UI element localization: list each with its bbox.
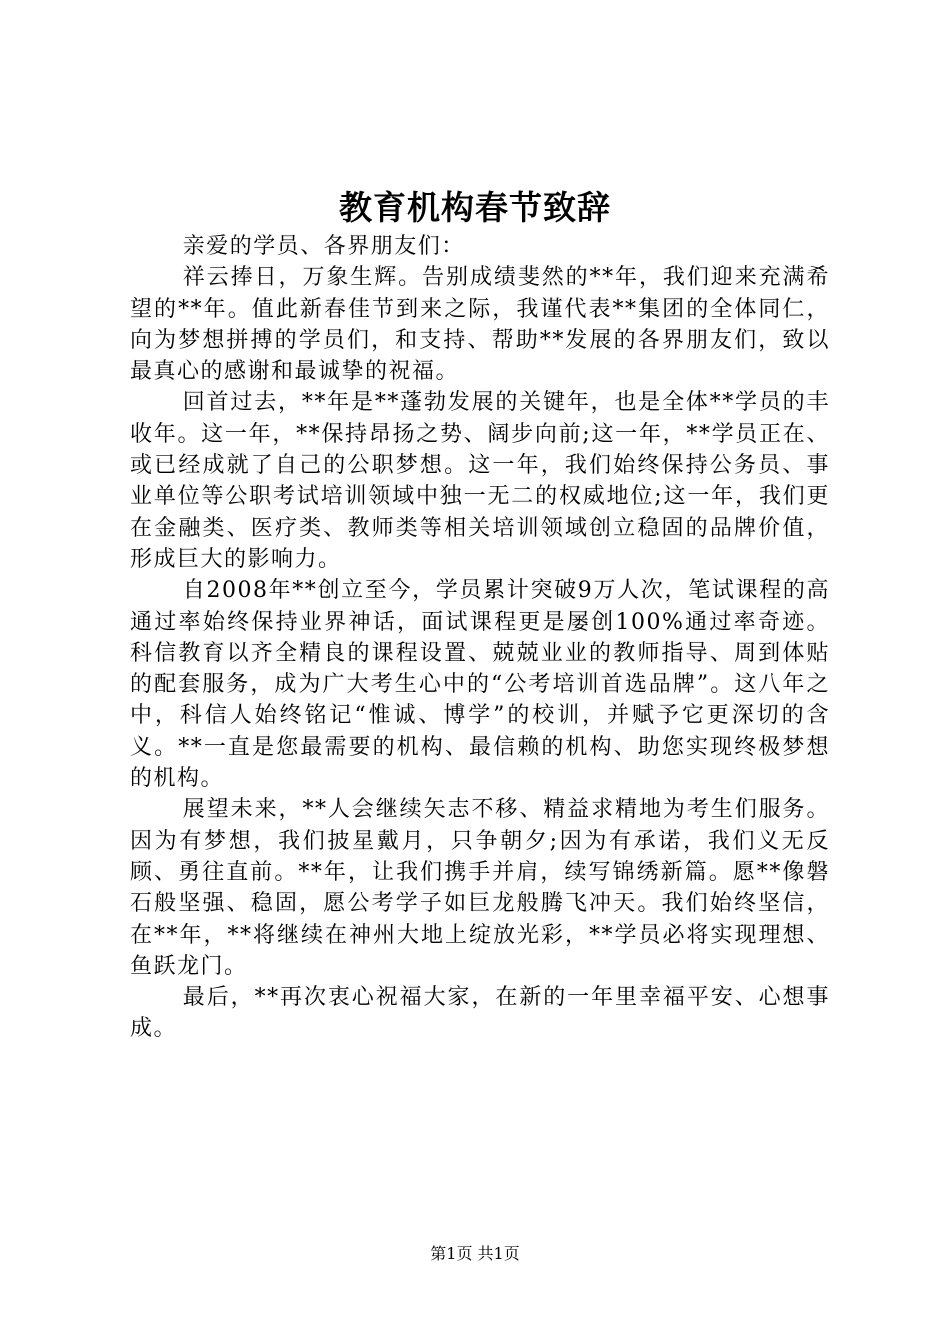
closing-paragraph: 最后，**再次衷心祝福大家，在新的一年里幸福平安、心想事成。 — [130, 985, 830, 1042]
body-paragraph: 回首过去，**年是**蓬勃发展的关键年，也是全体**学员的丰收年。这一年，**保持昂扬之势、阔步向前;这一年，**学员正在、或已经成就了自己的公职梦想。这一年，我们始终保持公务员、事业单位等公职考试培训领域中独一无二的权威地位;这一年，我们更在金融类、医疗类、教师类等相关培训领域创立稳固的品牌价值，形成巨大的影响力。 — [130, 390, 830, 572]
body-paragraph: 自2008年**创立至今，学员累计突破9万人次，笔试课程的高通过率始终保持业界神话，面试课程更是屡创100%通过率奇迹。科信教育以齐全精良的课程设置、兢兢业业的教师指导、周到体贴的配套服务，成为广大考生心中的“公考培训首选品牌”。这八年之中，科信人始终铭记“惟诚、博学”的校训，并赋予它更深切的含义。**一直是您最需要的机构、最信赖的机构、助您实现终极梦想的机构。 — [130, 578, 830, 792]
document-title: 教育机构春节致辞 — [339, 188, 611, 227]
page-footer: 第1页 共1页 — [430, 1244, 520, 1263]
body-paragraph: 展望未来，**人会继续矢志不移、精益求精地为考生们服务。因为有梦想，我们披星戴月，只争朝夕;因为有承诺，我们义无反顾、勇往直前。**年，让我们携手并肩，续写锦绣新篇。愿**像磐石般坚强、稳固，愿公考学子如巨龙般腾飞冲天。我们始终坚信，在**年，**将继续在神州大地上绽放光彩，**学员必将实现理想、鱼跃龙门。 — [130, 797, 830, 979]
document-body — [130, 231, 830, 1045]
body-paragraph: 祥云捧日，万象生辉。告别成绩斐然的**年，我们迎来充满希望的**年。值此新春佳节到来之际，我谨代表**集团的全体同仁，向为梦想拼搏的学员们，和支持、帮助**发展的各界朋友们，致以最真心的感谢和最诚挚的祝福。 — [130, 265, 830, 385]
salutation-paragraph: 亲爱的学员、各界朋友们： — [182, 234, 465, 259]
